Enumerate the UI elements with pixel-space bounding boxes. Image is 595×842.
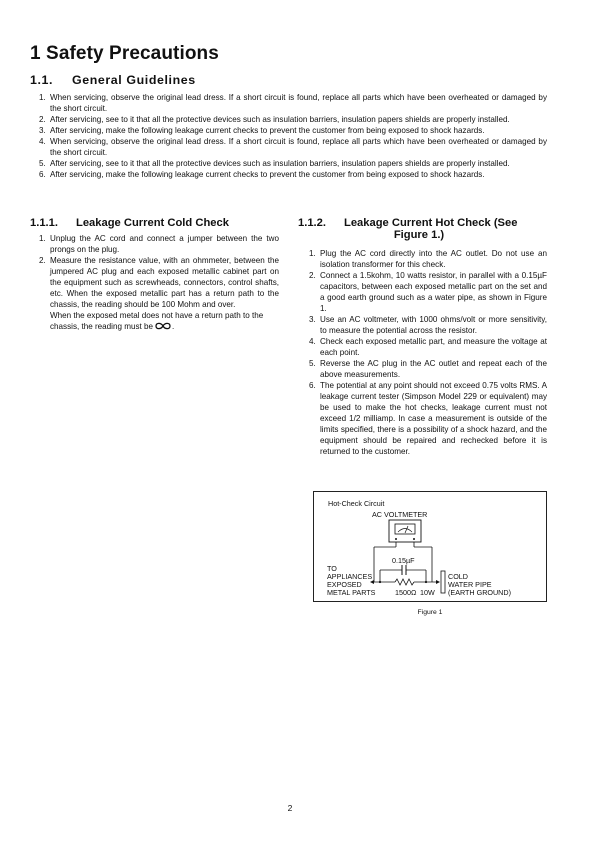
item-number: 1. [39,234,46,243]
general-guidelines-list [39,92,547,180]
page-title: 1 Safety Precautions [30,43,219,64]
voltmeter-label: AC VOLTMETER [372,510,428,519]
item-text: After servicing, make the following leakage current checks to prevent the customer from being exposed to shock hazards. [50,126,485,135]
item-number: 4. [39,137,46,146]
item-number: 3. [39,126,46,135]
left-label-line1: TO [327,564,337,573]
item-text: After servicing, see to it that all the protective devices such as insulation barriers, insulation papers shields are properly installed. [50,159,510,168]
item-number: 5. [309,359,316,368]
page-number: 2 [287,803,293,813]
list-item [309,336,547,358]
cold-check-heading [30,217,229,229]
arrow-right [436,580,440,584]
right-label-line3: (EARTH GROUND) [448,588,511,597]
note-text: When the exposed metal does not have a return path to the chassis, the reading must be [50,311,264,331]
section-title-line2: Figure 1.) [393,229,445,241]
terminal-right [413,538,415,540]
item-text: The potential at any point should not exceed 0.75 volts RMS. A leakage current tester (Simpson Model 229 or equivalent) may be used to make the hot checks, leakage current must not exceed 1/2 milliamp. In case a measurement is outside of the limits specified, there is a possibility of a shock hazard, and the equipment should be repaired and rechecked before it is returned to the customer. [320,381,547,456]
item-text: After servicing, make the following leakage current checks to prevent the customer from being exposed to shock hazards. [50,170,485,179]
voltmeter-box [389,520,421,542]
right-label-line1: COLD [448,572,468,581]
list-item [39,233,279,255]
hot-check-circuit-figure [313,491,547,602]
hot-check-list [309,248,547,457]
item-text: After servicing, see to it that all the protective devices such as insulation barriers, insulation papers shields are properly installed. [50,115,510,124]
item-number: 6. [39,170,46,179]
list-item [39,169,547,180]
item-number: 5. [39,159,46,168]
list-item [309,358,547,380]
section-number: 1.1.2. [298,217,326,229]
item-text: When servicing, observe the original lead dress. If a short circuit is found, replace all parts which have been overheated or damaged by the short circuit. [50,93,547,113]
resistor-value: 1500Ω [395,588,417,597]
item-number: 6. [309,381,316,390]
item-text: Connect a 1.5kohm, 10 watts resistor, in parallel with a 0.15µF capacitors, between each exposed metallic part on the set and a good earth ground such as a water pipe, as shown in Figure 1. [320,271,547,313]
left-label-line4: METAL PARTS [327,588,376,597]
list-item [39,158,547,169]
list-item [39,114,547,125]
item-text: Measure the resistance value, with an ohmmeter, between the jumpered AC plug and each exposed metallic cabinet part on the equipment such as screwheads, connectors, control shafts, etc. When the exposed metallic part has a return path to the chassis, the reading should be 100 Mohm and over. [50,256,279,309]
section-title-line1: Leakage Current Hot Check (See [344,217,518,229]
list-item [39,255,279,310]
section-number: 1.1. [30,73,54,87]
item-number: 1. [39,93,46,102]
section-number: 1.1.1. [30,217,58,229]
figure-heading: Hot-Check Circuit [328,499,385,508]
item-number: 1. [309,249,316,258]
item-text: Unplug the AC cord and connect a jumper between the two prongs on the plug. [50,234,279,254]
item-text: Use an AC voltmeter, with 1000 ohms/volt or more sensitivity, to measure the potential across the resistor. [320,315,547,335]
circuit-diagram [314,492,548,603]
resistor-watt: 10W [420,588,435,597]
left-label-line2: APPLIANCES [327,572,373,581]
list-item [39,125,547,136]
general-guidelines-heading [30,73,196,87]
left-label-line3: EXPOSED [327,580,362,589]
cold-check-list [39,233,279,310]
cold-check-note: When the exposed metal does not have a return path to the chassis, the reading must be . [50,311,264,331]
right-label-line2: WATER PIPE [448,580,492,589]
item-text: When servicing, observe the original lead dress. If a short circuit is found, replace all parts which have been overheated or damaged by the short circuit. [50,137,547,157]
section-title: General Guidelines [72,73,196,87]
item-text: Check each exposed metallic part, and measure the voltage at each point. [320,337,547,357]
list-item [39,136,547,158]
section-title: Leakage Current Cold Check [76,217,229,229]
list-item [309,380,547,457]
item-text: Plug the AC cord directly into the AC outlet. Do not use an isolation transformer for this check. [320,249,547,269]
item-number: 2. [39,115,46,124]
list-item [309,314,547,336]
capacitor-label: 0.15µF [392,556,415,565]
list-item [309,270,547,314]
list-item [39,92,547,114]
item-number: 3. [309,315,316,324]
cold-check-body [39,233,279,332]
water-pipe-symbol [441,571,445,593]
item-text: Reverse the AC plug in the AC outlet and repeat each of the above measurements. [320,359,547,379]
item-number: 2. [39,256,46,265]
terminal-left [395,538,397,540]
list-item [309,248,547,270]
meter-arc [398,529,412,533]
infinity-icon [154,321,172,331]
item-number: 4. [309,337,316,346]
resistor-symbol [395,579,414,585]
hot-check-heading [298,217,548,241]
figure-caption: Figure 1 [417,609,443,616]
meter-needle [405,526,408,533]
item-number: 2. [309,271,316,280]
